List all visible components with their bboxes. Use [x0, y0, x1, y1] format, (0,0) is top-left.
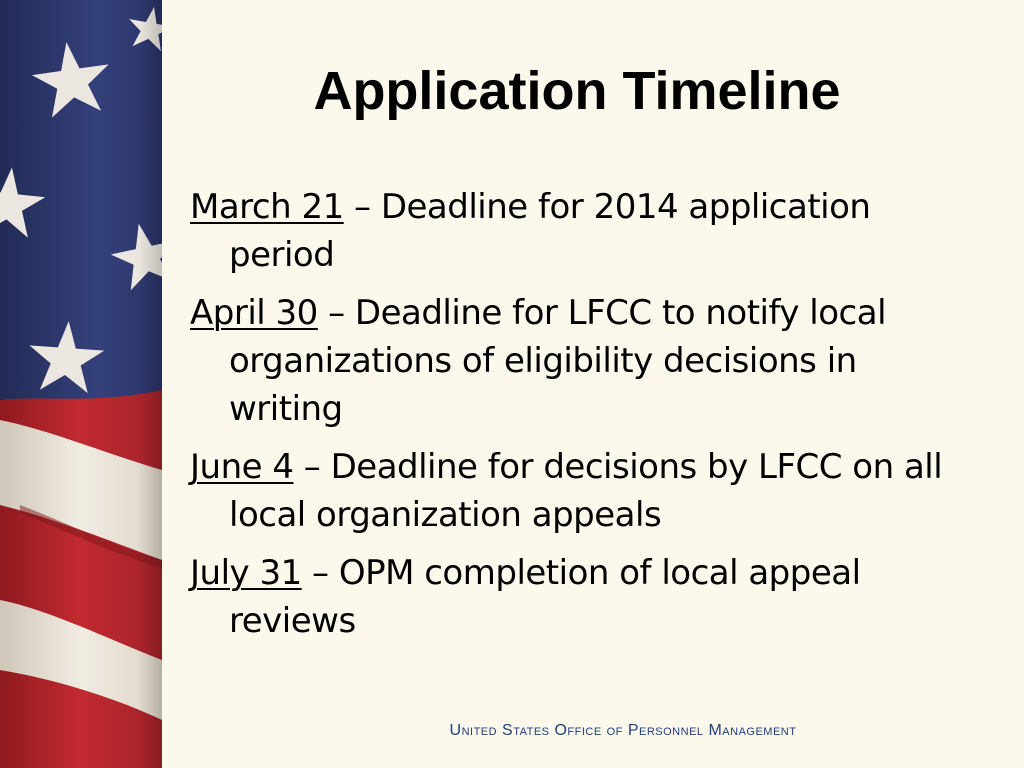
timeline-description: – Deadline for LFCC to notify local organizations of eligibility decisions in writing [229, 293, 887, 429]
timeline-item [190, 289, 980, 433]
timeline-date: April 30 [190, 293, 318, 333]
timeline-item [190, 443, 980, 539]
american-flag-image [0, 0, 162, 768]
footer-agency-name: United States Office of Personnel Management [449, 722, 797, 739]
timeline-date: July 31 [190, 553, 302, 593]
timeline-description: – Deadline for decisions by LFCC on all local organization appeals [229, 447, 943, 535]
slide-title: Application Timeline [313, 61, 841, 121]
timeline-date: June 4 [190, 447, 294, 487]
timeline-date: March 21 [190, 187, 344, 227]
timeline-description: – OPM completion of local appeal reviews [229, 553, 861, 641]
timeline-item [190, 183, 980, 279]
timeline-item [190, 549, 980, 645]
timeline-description: – Deadline for 2014 application period [229, 187, 871, 275]
timeline-list [190, 183, 980, 655]
